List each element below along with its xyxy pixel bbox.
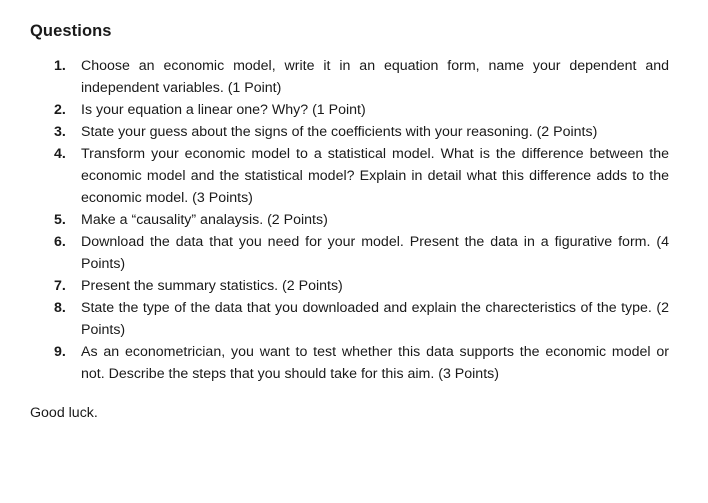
- question-text: State your guess about the signs of the coefficients with your reasoning. (2 Points): [81, 124, 598, 140]
- question-number: 3.: [54, 124, 66, 140]
- question-item: [0, 275, 708, 297]
- question-text: Download the data that you need for your model. Present the data in a figurative form. (4 Points): [81, 234, 669, 272]
- question-list: [0, 55, 708, 385]
- question-text: Transform your economic model to a statistical model. What is the difference between the economic model and the statistical model? Explain in detail what this difference adds to the economic model. (3 Points): [81, 146, 669, 206]
- question-item: [0, 143, 708, 209]
- question-number: 9.: [54, 344, 66, 360]
- question-item: [0, 121, 708, 143]
- question-number: 7.: [54, 278, 66, 294]
- question-text: Is your equation a linear one? Why? (1 Point): [81, 102, 366, 118]
- questions-heading: Questions: [30, 22, 112, 40]
- question-number: 1.: [54, 58, 66, 74]
- cut-off-text-fragments: [30, 0, 390, 5]
- question-text: Make a “causality” analaysis. (2 Points): [81, 212, 328, 228]
- question-item: [0, 55, 708, 99]
- question-item: [0, 209, 708, 231]
- question-number: 6.: [54, 234, 66, 250]
- question-number: 4.: [54, 146, 66, 162]
- question-item: [0, 99, 708, 121]
- cut-off-text-line: [30, 0, 390, 5]
- question-text: Choose an economic model, write it in an equation form, name your dependent and independent variables. (1 Point): [81, 58, 669, 96]
- question-item: [0, 297, 708, 341]
- question-text: Present the summary statistics. (2 Points): [81, 278, 343, 294]
- question-number: 8.: [54, 300, 66, 316]
- question-item: [0, 231, 708, 275]
- question-text: State the type of the data that you downloaded and explain the charecteristics of the type. (2 Points): [81, 300, 669, 338]
- question-number: 5.: [54, 212, 66, 228]
- question-item: [0, 341, 708, 385]
- closing-text: Good luck.: [30, 405, 98, 421]
- question-text: As an econometrician, you want to test whether this data supports the economic model or not. Describe the steps that you should take for this aim. (3 Points): [81, 344, 669, 382]
- question-number: 2.: [54, 102, 66, 118]
